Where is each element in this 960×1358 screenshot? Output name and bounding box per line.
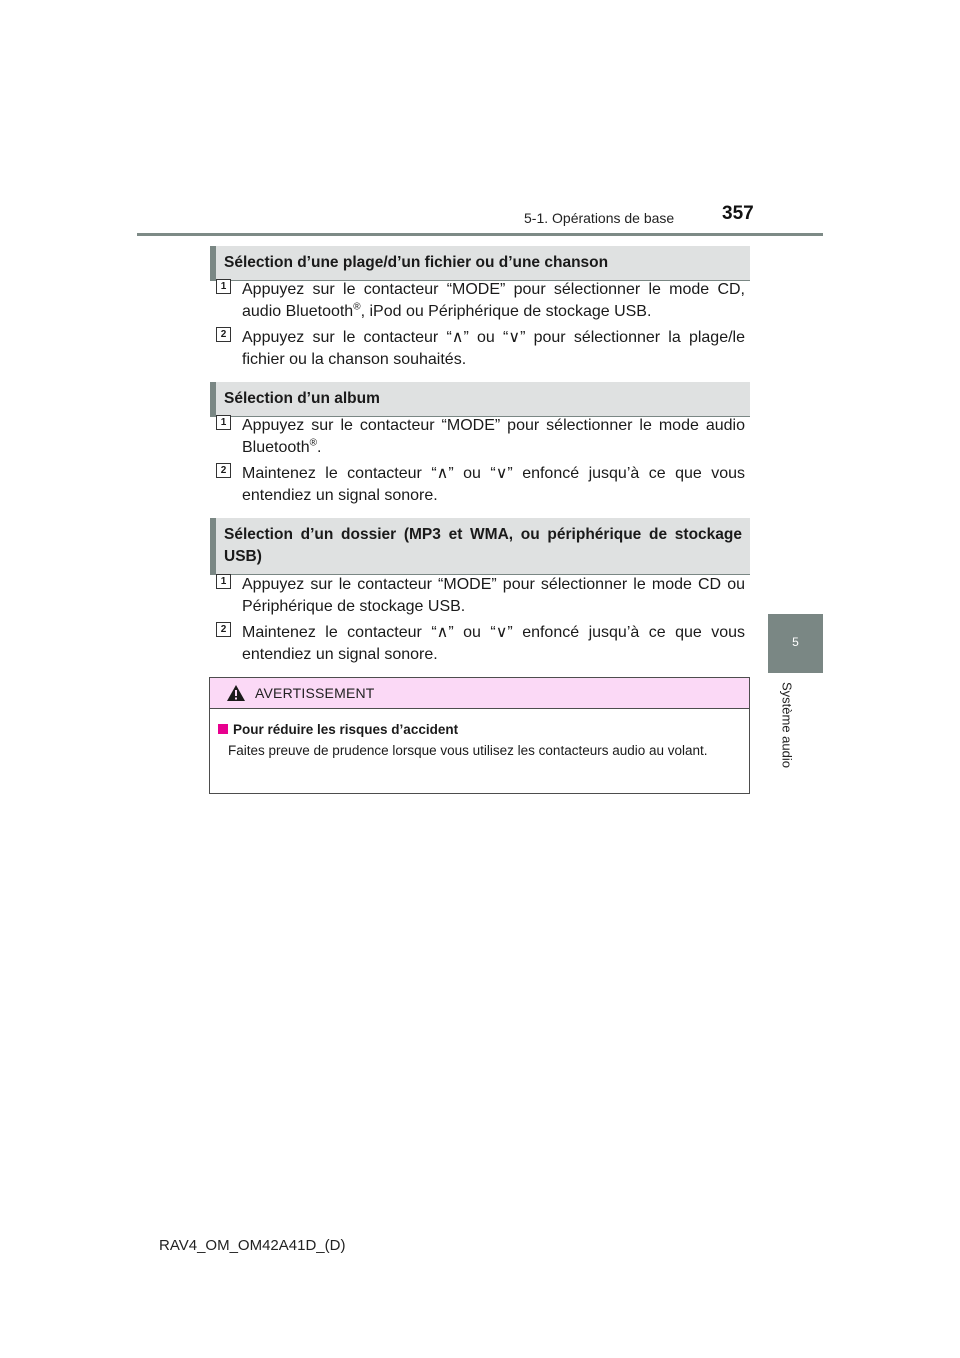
step-number: 2: [216, 327, 231, 342]
step-text: Maintenez le contacteur “∧” ou “∨” enfoncé jusqu’à ce que vous entendiez un signal sonore.: [242, 624, 745, 663]
step-item: [210, 415, 750, 459]
step-number: 1: [216, 415, 231, 430]
warning-body: Faites preuve de prudence lorsque vous utilisez les contacteurs audio au volant.: [228, 743, 708, 758]
step-text: Appuyez sur le contacteur “MODE” pour sélectionner le mode CD ou Périphérique de stockage USB.: [242, 576, 745, 615]
step-item: [210, 463, 750, 507]
chapter-label: Système audio: [779, 682, 795, 768]
page-number: 357: [722, 203, 754, 224]
step-item: [210, 279, 750, 323]
section-heading-album: Sélection d’un album: [210, 382, 750, 417]
section-heading-track: Sélection d’une plage/d’un fichier ou d’une chanson: [210, 246, 750, 281]
step-number: 1: [216, 574, 231, 589]
step-text: Maintenez le contacteur “∧” ou “∨” enfoncé jusqu’à ce que vous entendiez un signal sonore.: [242, 465, 745, 504]
warning-box: [209, 677, 750, 794]
warning-triangle-icon: [226, 684, 246, 702]
warning-title: AVERTISSEMENT: [255, 685, 375, 701]
step-number: 2: [216, 622, 231, 637]
step-item: [210, 622, 750, 666]
step-text: Appuyez sur le contacteur “MODE” pour sélectionner le mode audio Bluetooth®.: [242, 417, 745, 456]
section-label: 5-1. Opérations de base: [524, 210, 675, 226]
chapter-tab: [768, 614, 823, 673]
square-bullet-icon: [218, 724, 228, 734]
step-number: 2: [216, 463, 231, 478]
chapter-number: 5: [792, 635, 799, 649]
footer-code: RAV4_OM_OM42A41D_(D): [159, 1237, 346, 1254]
warning-subtitle: Pour réduire les risques d’accident: [218, 722, 458, 737]
warning-header: [210, 678, 749, 709]
step-text: Appuyez sur le contacteur “MODE” pour sélectionner le mode CD, audio Bluetooth®, iPod ou Périphérique de stockage USB.: [242, 281, 745, 320]
section-heading-folder: Sélection d’un dossier (MP3 et WMA, ou périphérique de stockage USB): [210, 518, 750, 575]
step-item: [210, 574, 750, 618]
step-text: Appuyez sur le contacteur “∧” ou “∨” pour sélectionner la plage/le fichier ou la chanson souhaités.: [242, 329, 745, 368]
step-item: [210, 327, 750, 371]
header-rule: [137, 233, 823, 236]
step-number: 1: [216, 279, 231, 294]
